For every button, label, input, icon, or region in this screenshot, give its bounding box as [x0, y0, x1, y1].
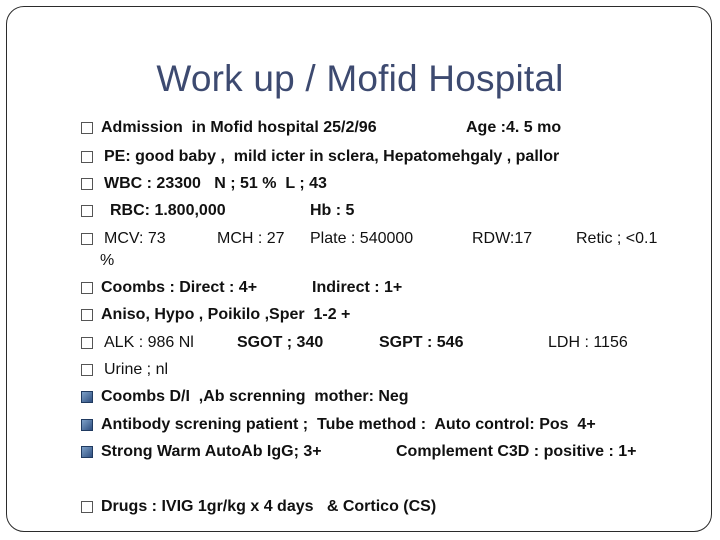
bullet-text: Complement C3D : positive : 1+	[396, 443, 637, 460]
bullet-text: Retic ; <0.1	[576, 230, 658, 247]
bullet-text: LDH : 1156	[548, 334, 628, 351]
bullet-text: SGOT ; 340	[237, 334, 324, 351]
square-bullet-icon	[81, 364, 93, 376]
bullet-text: WBC : 23300 N ; 51 % L ; 43	[104, 175, 327, 192]
square-bullet-icon	[81, 282, 93, 294]
checkbox-bullet-icon	[81, 446, 93, 458]
slide-title: Work up / Mofid Hospital	[156, 58, 564, 99]
bullet-text: MCV: 73	[104, 230, 166, 247]
bullet-text: Plate : 540000	[310, 230, 414, 247]
bullet-text: Indirect : 1+	[312, 279, 403, 296]
bullet-text: %	[100, 252, 115, 269]
bullet-text: Urine ; nl	[104, 361, 169, 378]
bullet-text: ALK : 986 Nl	[104, 334, 194, 351]
square-bullet-icon	[81, 122, 93, 134]
bullet-text: Aniso, Hypo , Poikilo ,Sper 1-2 +	[101, 306, 351, 323]
bullet-text: SGPT : 546	[379, 334, 464, 351]
bullet-text: Coombs : Direct : 4+	[101, 279, 258, 296]
bullet-text: PE: good baby , mild icter in sclera, Hepatomehgaly , pallor	[104, 148, 560, 165]
bullet-text: Drugs : IVIG 1gr/kg x 4 days & Cortico (CS)	[101, 498, 437, 515]
square-bullet-icon	[81, 337, 93, 349]
bullet-text: Hb : 5	[310, 202, 355, 219]
bullet-text: Coombs D/I ,Ab screnning mother: Neg	[101, 388, 409, 405]
checkbox-bullet-icon	[81, 419, 93, 431]
bullet-text: Admission in Mofid hospital 25/2/96	[101, 119, 377, 136]
square-bullet-icon	[81, 501, 93, 513]
bullet-text: Age :4. 5 mo	[466, 119, 562, 136]
bullet-text: RBC: 1.800,000	[110, 202, 226, 219]
square-bullet-icon	[81, 151, 93, 163]
bullet-text: MCH : 27	[217, 230, 285, 247]
square-bullet-icon	[81, 205, 93, 217]
square-bullet-icon	[81, 233, 93, 245]
square-bullet-icon	[81, 178, 93, 190]
checkbox-bullet-icon	[81, 391, 93, 403]
bullet-text: Antibody screning patient ; Tube method : Auto control: Pos 4+	[101, 416, 596, 433]
bullet-text: RDW:17	[472, 230, 533, 247]
bullet-text: Strong Warm AutoAb IgG; 3+	[101, 443, 322, 460]
square-bullet-icon	[81, 309, 93, 321]
